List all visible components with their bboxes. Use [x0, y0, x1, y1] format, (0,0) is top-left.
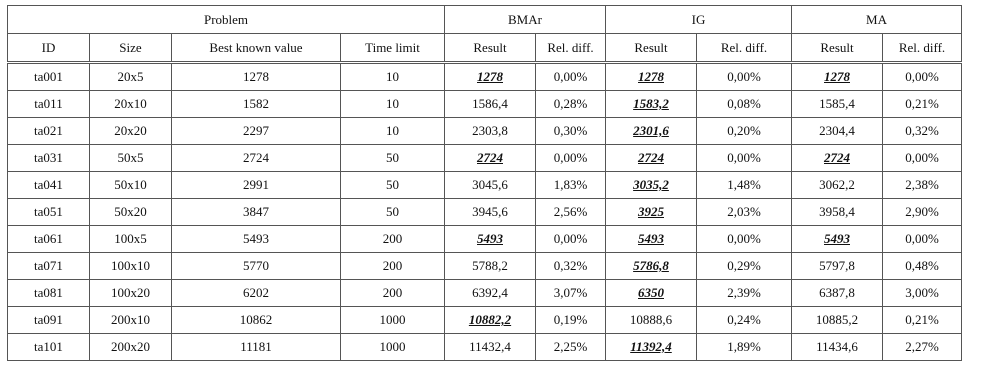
cell-ig-result: 6350 [606, 280, 697, 307]
cell-best-known: 6202 [172, 280, 341, 307]
cell-id: ta071 [8, 253, 90, 280]
cell-ma-result: 3062,2 [792, 172, 883, 199]
table-row [8, 226, 962, 253]
cell-ig-result: 3035,2 [606, 172, 697, 199]
table-row [8, 307, 962, 334]
cell-best-known: 1582 [172, 91, 341, 118]
col-ig-rel: Rel. diff. [697, 34, 792, 63]
results-table-container [7, 5, 962, 361]
cell-bmar-result: 3945,6 [445, 199, 536, 226]
cell-best-known: 2991 [172, 172, 341, 199]
cell-ma-rel: 0,00% [883, 226, 962, 253]
table-row [8, 253, 962, 280]
cell-best-known: 10862 [172, 307, 341, 334]
cell-ig-rel: 0,00% [697, 145, 792, 172]
cell-ma-rel: 0,48% [883, 253, 962, 280]
cell-bmar-rel: 1,83% [536, 172, 606, 199]
table-row [8, 91, 962, 118]
cell-ma-result: 5493 [792, 226, 883, 253]
cell-id: ta051 [8, 199, 90, 226]
group-ig: IG [606, 6, 792, 34]
cell-time-limit: 50 [341, 145, 445, 172]
group-bmar: BMAr [445, 6, 606, 34]
table-row [8, 334, 962, 361]
cell-bmar-rel: 0,30% [536, 118, 606, 145]
cell-ig-rel: 1,48% [697, 172, 792, 199]
cell-bmar-result: 10882,2 [445, 307, 536, 334]
col-best-known: Best known value [172, 34, 341, 63]
cell-ig-rel: 0,00% [697, 226, 792, 253]
cell-size: 50x5 [90, 145, 172, 172]
cell-time-limit: 10 [341, 91, 445, 118]
cell-bmar-rel: 2,56% [536, 199, 606, 226]
cell-ma-result: 2724 [792, 145, 883, 172]
cell-bmar-result: 2724 [445, 145, 536, 172]
cell-ma-rel: 0,21% [883, 91, 962, 118]
cell-ig-result: 11392,4 [606, 334, 697, 361]
cell-time-limit: 50 [341, 172, 445, 199]
cell-ma-rel: 2,27% [883, 334, 962, 361]
cell-ig-rel: 0,00% [697, 63, 792, 91]
cell-best-known: 11181 [172, 334, 341, 361]
table-row [8, 172, 962, 199]
cell-size: 50x20 [90, 199, 172, 226]
cell-size: 20x10 [90, 91, 172, 118]
cell-ig-result: 2724 [606, 145, 697, 172]
cell-ig-result: 3925 [606, 199, 697, 226]
cell-ma-result: 5797,8 [792, 253, 883, 280]
group-header-row [8, 6, 962, 34]
cell-ig-result: 10888,6 [606, 307, 697, 334]
cell-size: 200x10 [90, 307, 172, 334]
cell-bmar-result: 1586,4 [445, 91, 536, 118]
cell-size: 100x5 [90, 226, 172, 253]
cell-ig-rel: 2,03% [697, 199, 792, 226]
cell-id: ta061 [8, 226, 90, 253]
cell-ig-rel: 2,39% [697, 280, 792, 307]
cell-id: ta021 [8, 118, 90, 145]
cell-ig-result: 2301,6 [606, 118, 697, 145]
cell-id: ta101 [8, 334, 90, 361]
cell-bmar-result: 6392,4 [445, 280, 536, 307]
cell-id: ta001 [8, 63, 90, 91]
table-row [8, 280, 962, 307]
cell-ig-rel: 1,89% [697, 334, 792, 361]
cell-id: ta041 [8, 172, 90, 199]
cell-id: ta011 [8, 91, 90, 118]
cell-ma-rel: 0,32% [883, 118, 962, 145]
col-time-limit: Time limit [341, 34, 445, 63]
cell-size: 50x10 [90, 172, 172, 199]
table-row [8, 118, 962, 145]
cell-ma-rel: 2,38% [883, 172, 962, 199]
col-ma-result: Result [792, 34, 883, 63]
cell-size: 20x20 [90, 118, 172, 145]
cell-ma-result: 1585,4 [792, 91, 883, 118]
cell-bmar-result: 1278 [445, 63, 536, 91]
cell-bmar-rel: 0,32% [536, 253, 606, 280]
cell-bmar-result: 2303,8 [445, 118, 536, 145]
cell-ma-rel: 0,00% [883, 145, 962, 172]
cell-ma-rel: 2,90% [883, 199, 962, 226]
col-ig-result: Result [606, 34, 697, 63]
cell-bmar-rel: 0,00% [536, 63, 606, 91]
table-row [8, 63, 962, 91]
cell-ma-result: 2304,4 [792, 118, 883, 145]
col-bmar-result: Result [445, 34, 536, 63]
cell-time-limit: 200 [341, 280, 445, 307]
cell-time-limit: 1000 [341, 334, 445, 361]
cell-bmar-result: 5788,2 [445, 253, 536, 280]
cell-ig-result: 1278 [606, 63, 697, 91]
cell-time-limit: 50 [341, 199, 445, 226]
cell-ma-result: 3958,4 [792, 199, 883, 226]
cell-id: ta091 [8, 307, 90, 334]
cell-bmar-result: 3045,6 [445, 172, 536, 199]
cell-ig-rel: 0,08% [697, 91, 792, 118]
column-header-row [8, 34, 962, 63]
cell-best-known: 5770 [172, 253, 341, 280]
cell-time-limit: 200 [341, 253, 445, 280]
cell-ig-rel: 0,29% [697, 253, 792, 280]
cell-best-known: 1278 [172, 63, 341, 91]
col-bmar-rel: Rel. diff. [536, 34, 606, 63]
cell-bmar-rel: 0,00% [536, 226, 606, 253]
cell-ma-rel: 0,21% [883, 307, 962, 334]
cell-size: 100x10 [90, 253, 172, 280]
cell-size: 200x20 [90, 334, 172, 361]
cell-ig-result: 5786,8 [606, 253, 697, 280]
cell-best-known: 2297 [172, 118, 341, 145]
group-problem: Problem [8, 6, 445, 34]
cell-ma-rel: 0,00% [883, 63, 962, 91]
cell-size: 100x20 [90, 280, 172, 307]
cell-time-limit: 10 [341, 63, 445, 91]
cell-bmar-result: 11432,4 [445, 334, 536, 361]
cell-bmar-rel: 0,28% [536, 91, 606, 118]
cell-ig-rel: 0,24% [697, 307, 792, 334]
cell-time-limit: 10 [341, 118, 445, 145]
table-row [8, 199, 962, 226]
cell-id: ta031 [8, 145, 90, 172]
cell-bmar-rel: 0,19% [536, 307, 606, 334]
group-ma: MA [792, 6, 962, 34]
cell-id: ta081 [8, 280, 90, 307]
col-size: Size [90, 34, 172, 63]
cell-time-limit: 1000 [341, 307, 445, 334]
table-row [8, 145, 962, 172]
results-table [7, 5, 962, 361]
cell-ma-result: 11434,6 [792, 334, 883, 361]
cell-ma-rel: 3,00% [883, 280, 962, 307]
cell-bmar-rel: 2,25% [536, 334, 606, 361]
cell-best-known: 5493 [172, 226, 341, 253]
cell-size: 20x5 [90, 63, 172, 91]
cell-ma-result: 1278 [792, 63, 883, 91]
cell-ig-result: 5493 [606, 226, 697, 253]
cell-ig-rel: 0,20% [697, 118, 792, 145]
cell-ma-result: 6387,8 [792, 280, 883, 307]
col-ma-rel: Rel. diff. [883, 34, 962, 63]
cell-bmar-result: 5493 [445, 226, 536, 253]
cell-bmar-rel: 3,07% [536, 280, 606, 307]
cell-ma-result: 10885,2 [792, 307, 883, 334]
cell-best-known: 2724 [172, 145, 341, 172]
cell-ig-result: 1583,2 [606, 91, 697, 118]
cell-best-known: 3847 [172, 199, 341, 226]
cell-time-limit: 200 [341, 226, 445, 253]
col-id: ID [8, 34, 90, 63]
cell-bmar-rel: 0,00% [536, 145, 606, 172]
